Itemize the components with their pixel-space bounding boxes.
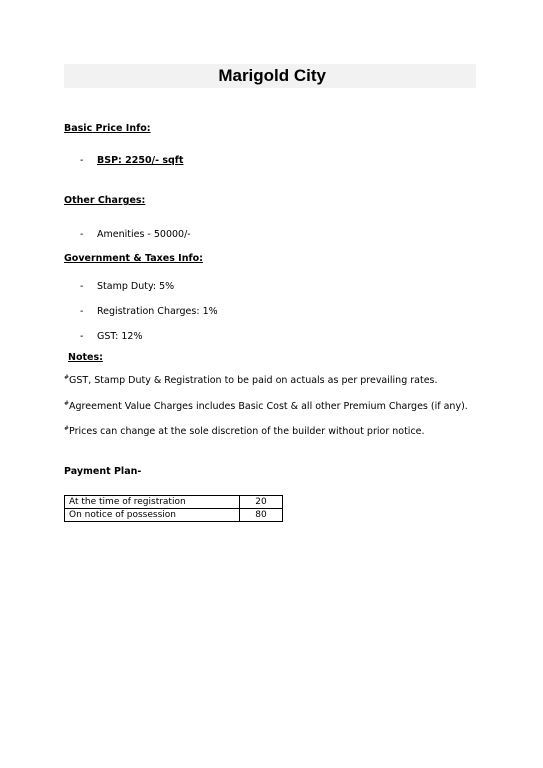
notes-heading: Notes: bbox=[68, 352, 103, 363]
basic-price-heading bbox=[64, 123, 151, 134]
table-row bbox=[65, 509, 283, 522]
percent-cell: 80 bbox=[240, 509, 283, 522]
note-item bbox=[64, 400, 468, 412]
bsp-item bbox=[80, 155, 280, 169]
note-text: Prices can change at the sole discretion of the builder without prior notice. bbox=[69, 426, 425, 437]
percent-cell: 20 bbox=[240, 496, 283, 509]
list-dash: - bbox=[80, 306, 84, 317]
list-dash: - bbox=[80, 331, 84, 342]
note-text: GST, Stamp Duty & Registration to be paid on actuals as per prevailing rates. bbox=[69, 375, 438, 386]
list-item bbox=[80, 331, 280, 345]
bsp-value: /- sqft bbox=[151, 155, 184, 166]
gov-taxes-heading: Government & Taxes Info: bbox=[64, 253, 203, 264]
note-marker: # bbox=[64, 374, 70, 381]
note-marker: # bbox=[64, 425, 70, 432]
stage-cell: On notice of possession bbox=[65, 509, 240, 522]
table-row bbox=[65, 496, 283, 509]
basic-price-heading-part1: Basic bbox=[64, 123, 93, 134]
list-dash: - bbox=[80, 155, 84, 166]
list-item bbox=[80, 229, 280, 243]
gst-text: GST: 12% bbox=[97, 331, 143, 342]
note-text: Agreement Value Charges includes Basic Cost & all other Premium Charges (if any). bbox=[69, 401, 468, 412]
bsp-text bbox=[97, 155, 183, 166]
registration-charges-text: Registration Charges: 1% bbox=[97, 306, 218, 317]
page-title: Marigold City bbox=[218, 66, 326, 85]
payment-plan-table bbox=[64, 495, 283, 522]
other-charges-heading: Other Charges: bbox=[64, 195, 146, 206]
note-item bbox=[64, 374, 438, 386]
amenities-text: Amenities - 50000/- bbox=[97, 229, 191, 240]
list-dash: - bbox=[80, 281, 84, 292]
list-item bbox=[80, 306, 280, 320]
list-dash: - bbox=[80, 229, 84, 240]
basic-price-heading-part2: Price Info: bbox=[95, 123, 151, 134]
note-marker: # bbox=[64, 400, 70, 407]
payment-plan-heading: Payment Plan- bbox=[64, 466, 142, 477]
list-item bbox=[80, 281, 280, 295]
stamp-duty-text: Stamp Duty: 5% bbox=[97, 281, 175, 292]
bsp-label: BSP: 2250 bbox=[97, 155, 152, 166]
stage-cell: At the time of registration bbox=[65, 496, 240, 509]
note-item bbox=[64, 425, 425, 437]
